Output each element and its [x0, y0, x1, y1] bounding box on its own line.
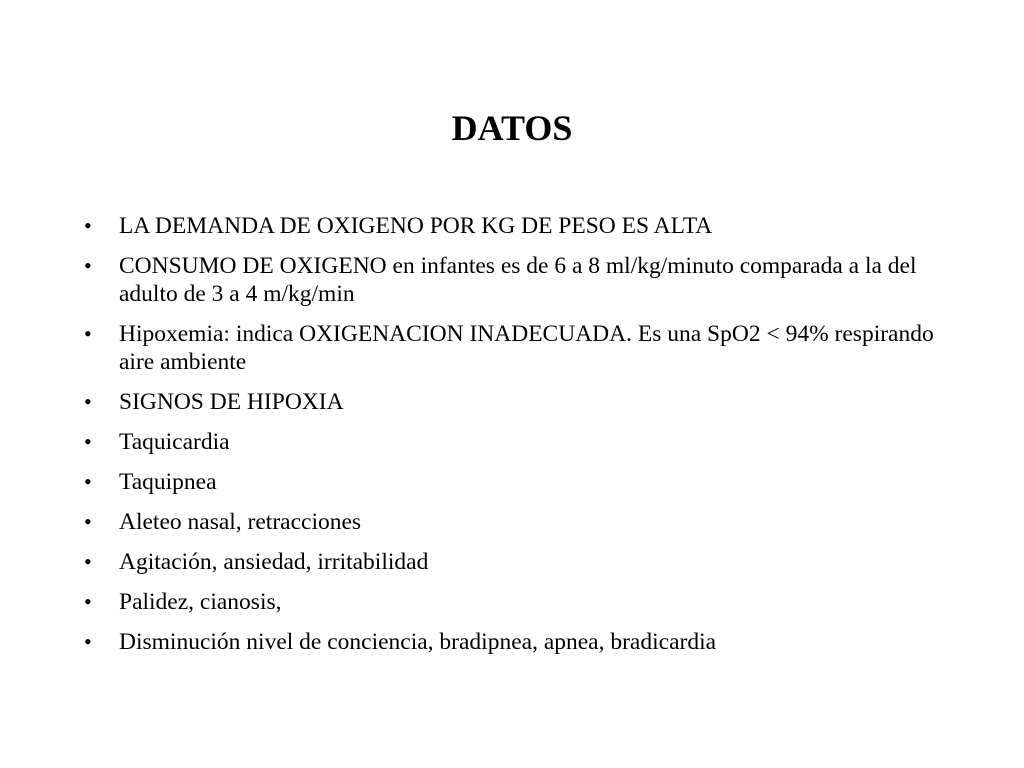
bullet-text: Aleteo nasal, retracciones [119, 509, 362, 535]
bullet-icon: • [84, 213, 92, 238]
bullet-icon: • [84, 589, 92, 614]
bullet-item [84, 320, 944, 376]
bullet-text: Agitación, ansiedad, irritabilidad [119, 549, 429, 575]
bullet-icon: • [84, 629, 92, 654]
slide-title: DATOS [451, 108, 573, 148]
bullet-text: Taquipnea [119, 469, 217, 495]
bullet-text: CONSUMO DE OXIGENO en infantes es de 6 a 8 ml/kg/minuto comparada a la del adulto de 3 a 4 m/kg/min [119, 253, 917, 307]
bullet-icon: • [84, 549, 92, 574]
bullet-item [84, 588, 944, 616]
bullet-item [84, 508, 944, 536]
bullet-item [84, 428, 944, 456]
bullet-item [84, 252, 944, 308]
bullet-list [84, 212, 944, 668]
bullet-icon: • [84, 469, 92, 494]
bullet-text: Taquicardia [119, 429, 230, 455]
bullet-item [84, 212, 944, 240]
bullet-item [84, 388, 944, 416]
bullet-icon: • [84, 389, 92, 414]
bullet-icon: • [84, 253, 92, 278]
bullet-icon: • [84, 429, 92, 454]
bullet-icon: • [84, 321, 92, 346]
bullet-icon: • [84, 509, 92, 534]
bullet-item [84, 468, 944, 496]
bullet-text: SIGNOS DE HIPOXIA [119, 389, 344, 415]
bullet-item [84, 548, 944, 576]
bullet-text: LA DEMANDA DE OXIGENO POR KG DE PESO ES ALTA [119, 213, 713, 239]
bullet-text: Palidez, cianosis, [119, 589, 282, 615]
bullet-item [84, 628, 944, 656]
bullet-text: Hipoxemia: indica OXIGENACION INADECUADA. Es una SpO2 < 94% respirando aire ambiente [119, 321, 934, 375]
bullet-text: Disminución nivel de conciencia, bradipnea, apnea, bradicardia [119, 629, 717, 655]
